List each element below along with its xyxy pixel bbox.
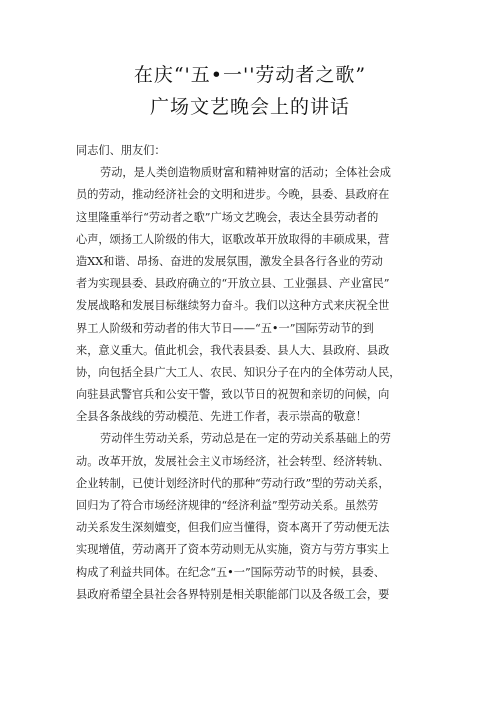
paragraph-1-line: 界工人阶级和劳动者的伟大节日——“五•一”国际劳动节的到 bbox=[76, 321, 374, 335]
paragraph-2-line: 回归为了符合市场经济规律的“经济利益”型劳动关系。虽然劳 bbox=[76, 499, 379, 512]
document-title-line-2: 广场文艺晚会上的讲话 bbox=[149, 96, 350, 118]
paragraph-1-line: 向驻县武警官兵和公安干警，致以节日的祝贺和亲切的问候，向 bbox=[76, 388, 390, 402]
paragraph-2-line: 企业转制，已使计划经济时代的那种“劳动行政”型的劳动关系， bbox=[76, 476, 390, 490]
paragraph-2-line: 构成了利益共同体。在纪念“五•一”国际劳动节的时候，县委、 bbox=[76, 565, 385, 579]
paragraph-2-line: 动关系发生深刻嬗变，但我们应当懂得，资本离开了劳动便无法 bbox=[76, 521, 390, 535]
paragraph-1-line: 全县各条战线的劳动模范、先进工作者，表示崇高的敬意！ bbox=[76, 410, 367, 424]
paragraph-1-line: 来，意义重大。值此机会，我代表县委、县人大、县政府、县政 bbox=[76, 343, 390, 357]
salutation: 同志们、朋友们： bbox=[76, 144, 166, 157]
paragraph-1-line: 协，向包括全县广大工人、农民、知识分子在内的全体劳动人民， bbox=[76, 365, 401, 379]
paragraph-2-line: 实现增值，劳动离开了资本劳动则无从实施，资方与劳方事实上 bbox=[76, 543, 390, 557]
paragraph-2-line: 动。改革开放，发展社会主义市场经济，社会转型、经济转轨、 bbox=[76, 454, 390, 468]
paragraph-1-line: 发展战略和发展目标继续努力奋斗。我们以这种方式来庆祝全世 bbox=[76, 299, 390, 313]
paragraph-1-line: 劳动，是人类创造物质财富和精神财富的活动；全体社会成 bbox=[100, 166, 391, 180]
paragraph-1 bbox=[76, 162, 438, 428]
paragraph-2-line: 县政府希望全县社会各界特别是相关职能部门以及各级工会，要 bbox=[76, 587, 390, 601]
paragraph-1-line: 这里隆重举行“劳动者之歌”广场文艺晚会，表达全县劳动者的 bbox=[76, 210, 379, 224]
paragraph-1-line: 员的劳动，推动经济社会的文明和进步。今晚，县委、县政府在 bbox=[76, 188, 390, 202]
paragraph-1-line: 心声，颂扬工人阶级的伟大，讴歌改革开放取得的丰硕成果，营 bbox=[76, 232, 390, 246]
paragraph-1-line: 者为实现县委、县政府确立的“开放立县、工业强县、产业富民” bbox=[76, 277, 390, 291]
document-body bbox=[76, 140, 438, 606]
paragraph-1-line: 造XX和谐、昂扬、奋进的发展氛围，激发全县各行各业的劳动 bbox=[76, 254, 383, 268]
paragraph-2-line: 劳动伴生劳动关系，劳动总是在一定的劳动关系基础上的劳 bbox=[100, 432, 391, 446]
paragraph-2 bbox=[76, 428, 438, 606]
document-title-line-1: 在庆“'五•一''劳动者之歌” bbox=[133, 64, 367, 86]
